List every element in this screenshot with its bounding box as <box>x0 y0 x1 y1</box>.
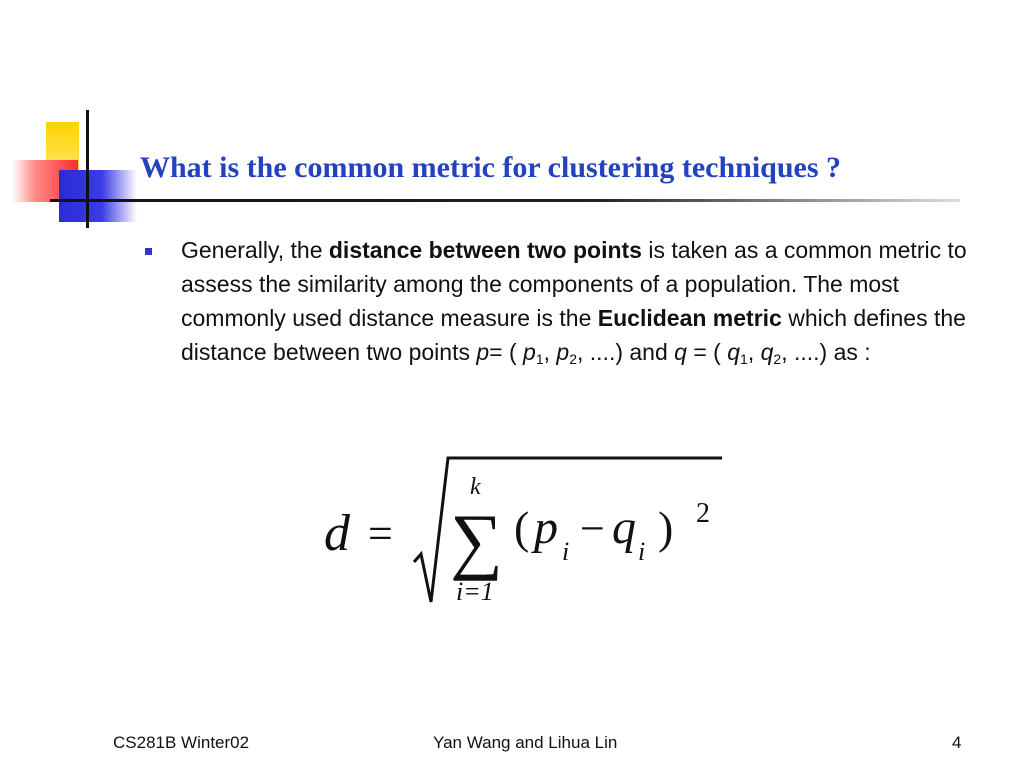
subscript: 1 <box>740 351 748 367</box>
decor-blue-square <box>59 170 137 222</box>
var-p2: p <box>556 339 570 365</box>
var-q2: q <box>760 339 774 365</box>
bullet-text-part: , ....) as : <box>781 339 871 365</box>
formula-svg <box>310 450 740 620</box>
bullet-square-icon <box>145 248 152 255</box>
bullet-text-part: which defines the distance between two points <box>181 305 966 365</box>
bold-term-distance: distance between two points <box>328 237 642 263</box>
decor-vertical-line <box>86 110 89 228</box>
footer-page-number: 4 <box>952 733 962 752</box>
bullet-text-part: , ....) and <box>577 339 675 365</box>
minus-sign: − <box>580 504 605 553</box>
title-underline <box>50 199 960 202</box>
open-paren: ( <box>514 502 530 553</box>
bullet-text-part: Generally, the <box>181 237 329 263</box>
subscript: 2 <box>773 351 782 367</box>
sub-i-q: i <box>638 537 646 566</box>
formula-equals: = <box>368 509 393 558</box>
var-q: q <box>612 501 636 554</box>
bullet-text-part: is taken as a common metric to assess the similarity among the components of a population. The most commonly used distance measure is the <box>181 237 967 331</box>
bullet-text-part: , <box>747 339 761 365</box>
var-q1: q <box>727 339 741 365</box>
bold-term-euclidean: Euclidean metric <box>597 305 782 331</box>
upper-limit: k <box>470 474 481 500</box>
var-p: p <box>534 501 558 554</box>
bullet-text-part: = ( <box>489 339 524 365</box>
sigma-symbol: ∑ <box>450 500 503 582</box>
var-p1: p <box>523 339 536 365</box>
bullet-text-part: , <box>543 339 557 365</box>
footer-authors: Yan Wang and Lihua Lin <box>433 733 618 752</box>
var-q: q <box>674 339 687 365</box>
footer-course: CS281B Winter02 <box>113 733 250 752</box>
bullet-text <box>181 233 991 369</box>
exponent: 2 <box>696 498 710 529</box>
subscript: 2 <box>569 351 577 367</box>
sub-i-p: i <box>562 537 570 566</box>
bullet-text-part: = ( <box>686 339 728 365</box>
lower-limit: i=1 <box>456 577 494 606</box>
euclidean-formula <box>310 450 740 620</box>
subscript: 1 <box>535 351 544 367</box>
formula-lhs: d <box>324 505 350 562</box>
slide-title: What is the common metric for clustering techniques ? <box>140 151 842 184</box>
close-paren: ) <box>658 502 674 553</box>
var-p: p <box>476 339 490 365</box>
